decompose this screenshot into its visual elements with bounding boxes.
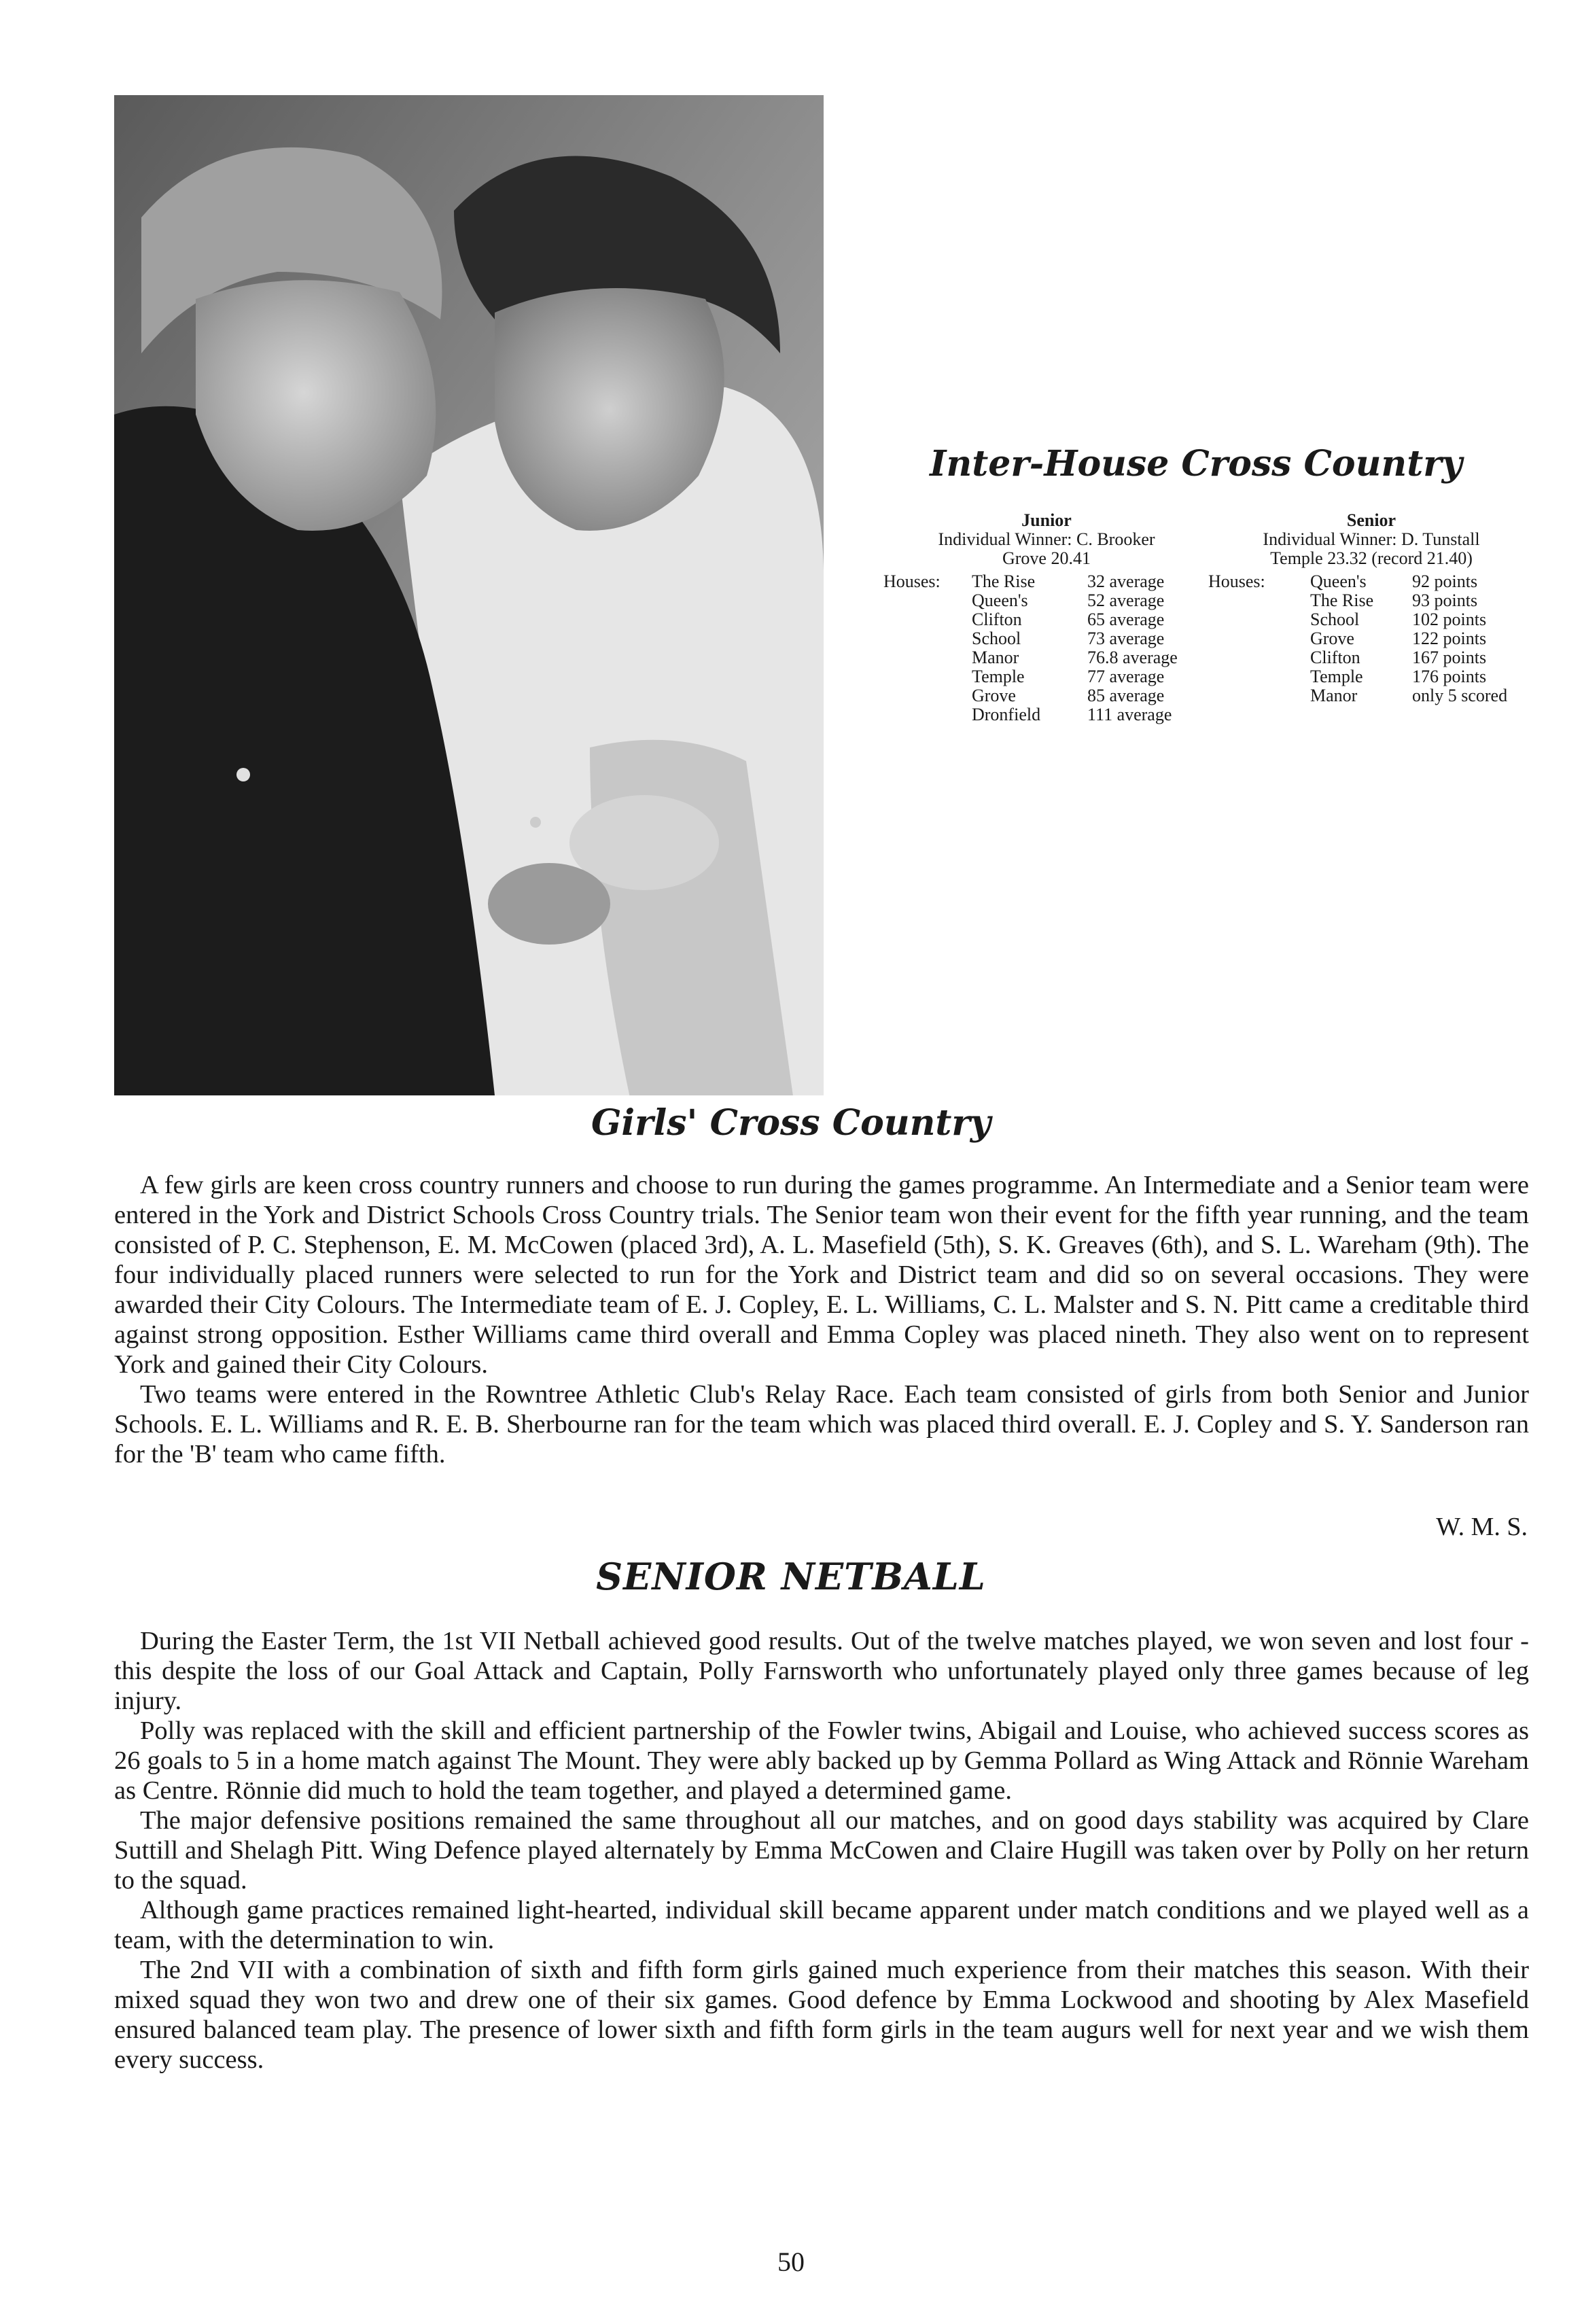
house-score: 77 average	[1087, 667, 1165, 686]
inter-house-title: Inter-House Cross Country	[930, 443, 1462, 485]
paragraph: The 2nd VII with a combination of sixth and fifth form girls gained much experience from their matches this season. With their mixed squad they won two and drew one of their six games. Good defence by Emma Lockwood and shooting by Alex Masefield ensured balanced team play. The presence of lower sixth and fifth form girls in the team augurs well for next year and we wish them every success.	[114, 1956, 1529, 2074]
senior-time: Temple 23.32 (record 21.40)	[1270, 548, 1473, 568]
senior-winner: Individual Winner: D. Tunstall	[1263, 529, 1480, 549]
house-name: Queen's	[972, 591, 1028, 610]
house-name: Queen's	[1310, 571, 1367, 591]
house-score: 93 points	[1412, 591, 1478, 610]
houses-label: Houses:	[883, 571, 941, 591]
house-name: Temple	[972, 667, 1025, 686]
house-score: 92 points	[1412, 571, 1478, 591]
page-number: 50	[777, 2247, 805, 2277]
girls-cross-country-article	[114, 1170, 1529, 1469]
house-score: 122 points	[1412, 629, 1487, 648]
senior-results	[1208, 511, 1534, 705]
house-score: 32 average	[1087, 571, 1165, 591]
house-score: 85 average	[1087, 686, 1165, 705]
house-name: Clifton	[1310, 648, 1360, 667]
house-score: only 5 scored	[1412, 686, 1508, 705]
junior-results	[883, 511, 1210, 724]
senior-netball-article	[114, 1626, 1529, 2075]
house-score: 176 points	[1412, 667, 1487, 686]
house-score: 102 points	[1412, 610, 1487, 629]
houses-label: Houses:	[1208, 571, 1265, 591]
senior-house-table	[1208, 572, 1534, 705]
author-initials: W. M. S.	[1436, 1513, 1528, 1541]
girls-cross-country-title: Girls' Cross Country	[591, 1102, 991, 1144]
junior-heading: Junior	[1021, 510, 1072, 530]
junior-time: Grove 20.41	[1002, 548, 1091, 568]
house-name: Clifton	[972, 610, 1022, 629]
house-score: 73 average	[1087, 629, 1165, 648]
house-name: School	[972, 629, 1021, 648]
house-name: The Rise	[972, 571, 1036, 591]
house-name: Grove	[1310, 629, 1354, 648]
senior-netball-title: SENIOR NETBALL	[596, 1555, 986, 1598]
house-score: 76.8 average	[1087, 648, 1178, 667]
house-name: Manor	[972, 648, 1019, 667]
paragraph: A few girls are keen cross country runners and choose to run during the games programme. An Intermediate and a Senior team were entered in the York and District Schools Cross Country trials. The Senior team won their event for the fifth year running, and the team consisted of P. C. Stephenson, E. M. McCowen (placed 3rd), A. L. Masefield (5th), S. K. Greaves (6th), and S. L. Wareham (9th). The four individually placed runners were selected to run for the York and District team and did so on several occasions. They were awarded their City Colours. The Intermediate team of E. J. Copley, E. L. Williams, C. L. Malster and S. N. Pitt came a creditable third against strong opposition. Esther Williams came third overall and Emma Copley was placed nineth. They also went on to represent York and gained their City Colours.	[114, 1171, 1529, 1379]
house-name: School	[1310, 610, 1360, 629]
house-score: 111 average	[1087, 705, 1172, 724]
house-name: Temple	[1310, 667, 1363, 686]
photograph	[114, 95, 824, 1095]
house-name: Dronfield	[972, 705, 1041, 724]
photo-illustration	[114, 95, 824, 1095]
junior-winner: Individual Winner: C. Brooker	[938, 529, 1155, 549]
house-score: 65 average	[1087, 610, 1165, 629]
senior-heading: Senior	[1346, 510, 1396, 530]
house-score: 52 average	[1087, 591, 1165, 610]
paragraph: During the Easter Term, the 1st VII Netball achieved good results. Out of the twelve matches played, we won seven and lost four - this despite the loss of our Goal Attack and Captain, Polly Farnsworth who unfortunately played only three games because of leg injury.	[114, 1627, 1529, 1715]
house-name: The Rise	[1310, 591, 1374, 610]
paragraph: Although game practices remained light-hearted, individual skill became apparent under match conditions and we played well as a team, with the determination to win.	[114, 1896, 1529, 1954]
house-name: Grove	[972, 686, 1016, 705]
paragraph: Polly was replaced with the skill and efficient partnership of the Fowler twins, Abigail and Louise, who achieved success scores as 26 goals to 5 in a home match against The Mount. They were ably backed up by Gemma Pollard as Wing Attack and Rönnie Wareham as Centre. Rönnie did much to hold the team together, and played a determined game.	[114, 1716, 1529, 1805]
paragraph: Two teams were entered in the Rowntree Athletic Club's Relay Race. Each team consisted of girls from both Senior and Junior Schools. E. L. Williams and R. E. B. Sherbourne ran for the team which was placed third overall. E. J. Copley and S. Y. Sanderson ran for the 'B' team who came fifth.	[114, 1380, 1529, 1468]
junior-house-table	[883, 572, 1210, 724]
house-score: 167 points	[1412, 648, 1487, 667]
paragraph: The major defensive positions remained the same throughout all our matches, and on good days stability was acquired by Clare Suttill and Shelagh Pitt. Wing Defence played alternately by Emma McCowen and Claire Hugill was taken over by Polly on her return to the squad.	[114, 1806, 1529, 1895]
house-name: Manor	[1310, 686, 1358, 705]
